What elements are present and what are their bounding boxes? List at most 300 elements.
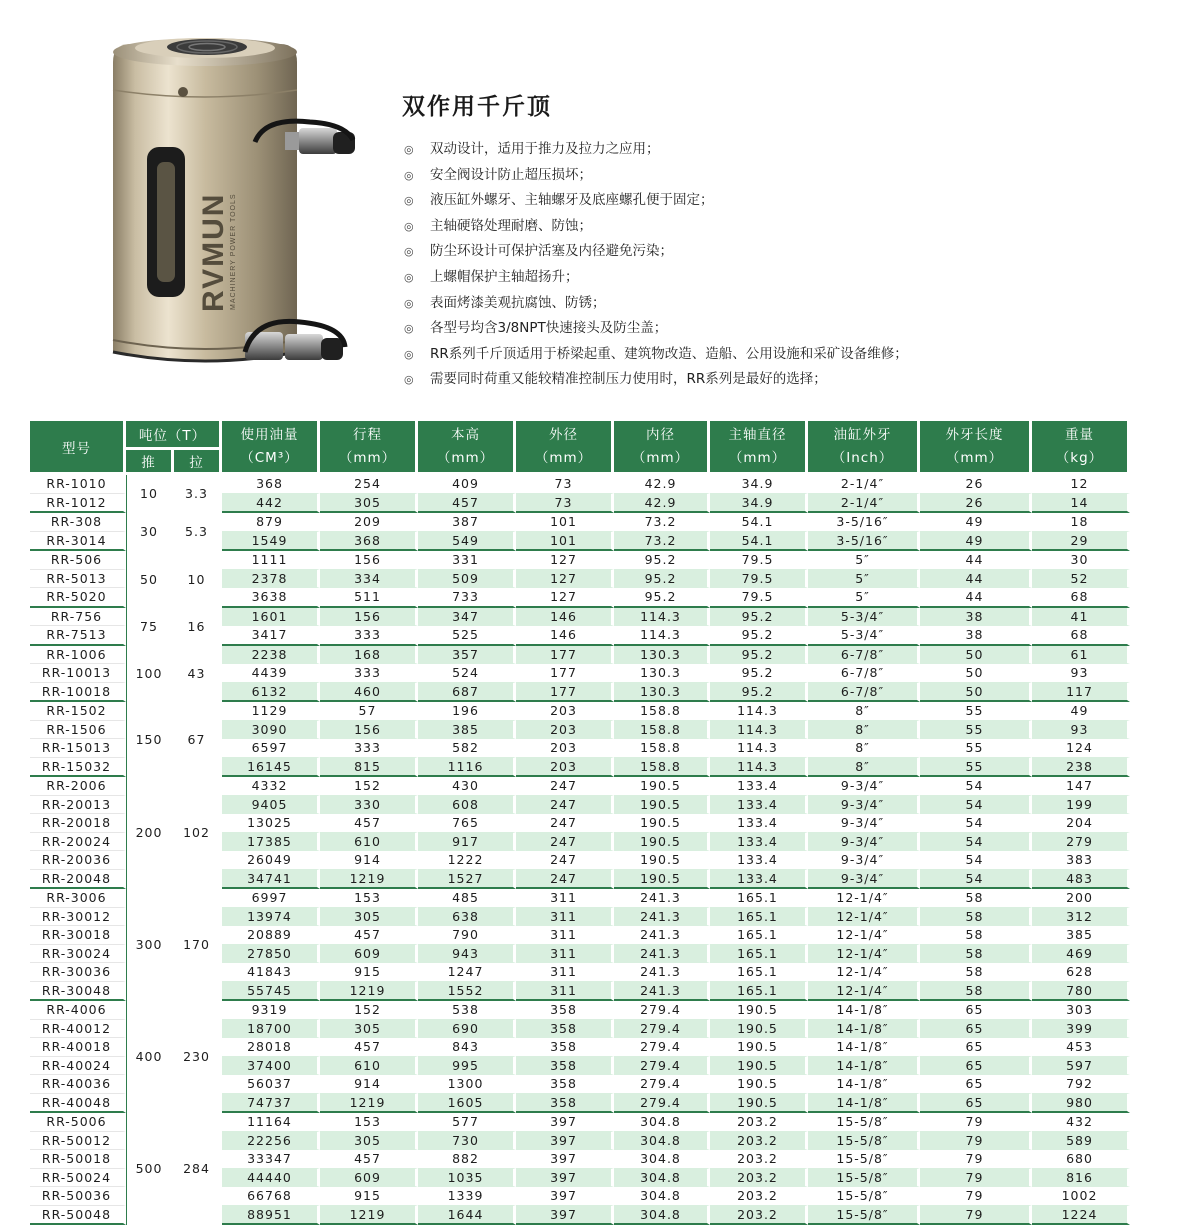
cell-thread: 8″ <box>808 702 920 721</box>
cell-thread: 5-3/4″ <box>808 608 920 627</box>
cell-thread-length: 65 <box>920 1094 1032 1114</box>
cell-weight: 199 <box>1032 796 1130 815</box>
cell-weight: 41 <box>1032 608 1130 627</box>
cell-oil: 44440 <box>222 1169 320 1188</box>
cell-push-tonnage: 400 <box>126 1001 174 1113</box>
table-row <box>30 608 1130 627</box>
cell-height: 331 <box>418 551 516 570</box>
cell-oil: 20889 <box>222 926 320 945</box>
cell-outer-diameter: 247 <box>516 833 614 852</box>
cell-stroke: 511 <box>320 588 418 608</box>
cell-oil: 9405 <box>222 796 320 815</box>
bullet-icon: ◎ <box>404 316 418 342</box>
cell-weight: 279 <box>1032 833 1130 852</box>
cell-thread-length: 26 <box>920 494 1032 514</box>
cell-weight: 200 <box>1032 889 1130 908</box>
cell-stroke: 330 <box>320 796 418 815</box>
cell-height: 387 <box>418 513 516 532</box>
cell-thread-length: 54 <box>920 870 1032 890</box>
cell-stroke: 914 <box>320 1075 418 1094</box>
cell-outer-diameter: 127 <box>516 551 614 570</box>
cell-thread-length: 44 <box>920 551 1032 570</box>
cell-oil: 3090 <box>222 721 320 740</box>
cell-pull-tonnage: 5.3 <box>174 513 222 551</box>
header-tonnage: 吨位（T） <box>126 421 222 450</box>
cell-height: 525 <box>418 626 516 646</box>
cell-height: 538 <box>418 1001 516 1020</box>
cell-oil: 2378 <box>222 570 320 589</box>
bullet-icon: ◎ <box>404 137 418 163</box>
cell-inner-diameter: 158.8 <box>614 702 710 721</box>
cell-thread-length: 55 <box>920 721 1032 740</box>
cell-model: RR-40018 <box>30 1038 126 1057</box>
cell-thread: 5″ <box>808 588 920 608</box>
table-row <box>30 551 1130 570</box>
cell-shaft-diameter: 34.9 <box>710 475 808 494</box>
cell-outer-diameter: 358 <box>516 1020 614 1039</box>
cell-thread-length: 79 <box>920 1132 1032 1151</box>
cell-stroke: 610 <box>320 833 418 852</box>
cell-shaft-diameter: 190.5 <box>710 1038 808 1057</box>
cell-height: 690 <box>418 1020 516 1039</box>
cell-oil: 2238 <box>222 646 320 665</box>
cell-inner-diameter: 304.8 <box>614 1132 710 1151</box>
cell-push-tonnage: 150 <box>126 702 174 777</box>
bullet-icon: ◎ <box>404 367 418 393</box>
cell-height: 485 <box>418 889 516 908</box>
cell-thread-length: 54 <box>920 833 1032 852</box>
cell-stroke: 460 <box>320 683 418 703</box>
cell-weight: 399 <box>1032 1020 1130 1039</box>
cell-thread-length: 58 <box>920 945 1032 964</box>
bullet-icon: ◎ <box>404 342 418 368</box>
cell-height: 1222 <box>418 851 516 870</box>
cell-thread: 3-5/16″ <box>808 513 920 532</box>
cell-shaft-diameter: 54.1 <box>710 513 808 532</box>
cell-weight: 628 <box>1032 963 1130 982</box>
cell-inner-diameter: 241.3 <box>614 945 710 964</box>
cell-stroke: 333 <box>320 664 418 683</box>
feature-text: 表面烤漆美观抗腐蚀、防锈； <box>430 291 606 317</box>
cell-inner-diameter: 241.3 <box>614 926 710 945</box>
cell-inner-diameter: 158.8 <box>614 739 710 758</box>
cell-model: RR-50018 <box>30 1150 126 1169</box>
cell-thread: 15-5/8″ <box>808 1113 920 1132</box>
cell-outer-diameter: 177 <box>516 664 614 683</box>
bullet-icon: ◎ <box>404 163 418 189</box>
cell-inner-diameter: 241.3 <box>614 889 710 908</box>
cell-model: RR-15013 <box>30 739 126 758</box>
cell-oil: 34741 <box>222 870 320 890</box>
cell-model: RR-50024 <box>30 1169 126 1188</box>
cell-thread: 9-3/4″ <box>808 851 920 870</box>
cell-weight: 49 <box>1032 702 1130 721</box>
cell-stroke: 156 <box>320 551 418 570</box>
feature-item <box>404 137 908 163</box>
cell-shaft-diameter: 203.2 <box>710 1169 808 1188</box>
cell-thread: 8″ <box>808 721 920 740</box>
cell-push-tonnage: 500 <box>126 1113 174 1225</box>
cell-shaft-diameter: 190.5 <box>710 1057 808 1076</box>
cell-outer-diameter: 358 <box>516 1038 614 1057</box>
cell-inner-diameter: 73.2 <box>614 532 710 552</box>
cell-inner-diameter: 73.2 <box>614 513 710 532</box>
cell-shaft-diameter: 114.3 <box>710 702 808 721</box>
cell-thread: 5″ <box>808 551 920 570</box>
cell-stroke: 368 <box>320 532 418 552</box>
cell-weight: 238 <box>1032 758 1130 778</box>
cell-outer-diameter: 203 <box>516 702 614 721</box>
cell-push-tonnage: 75 <box>126 608 174 646</box>
spec-table-body <box>30 475 1130 1225</box>
cell-thread-length: 38 <box>920 626 1032 646</box>
cell-thread: 15-5/8″ <box>808 1132 920 1151</box>
cell-inner-diameter: 279.4 <box>614 1075 710 1094</box>
cell-thread: 12-1/4″ <box>808 963 920 982</box>
cell-stroke: 457 <box>320 926 418 945</box>
cell-outer-diameter: 177 <box>516 646 614 665</box>
cell-weight: 12 <box>1032 475 1130 494</box>
cell-weight: 385 <box>1032 926 1130 945</box>
cell-thread: 14-1/8″ <box>808 1094 920 1114</box>
cell-inner-diameter: 190.5 <box>614 851 710 870</box>
cell-oil: 18700 <box>222 1020 320 1039</box>
cell-thread-length: 55 <box>920 739 1032 758</box>
cell-thread-length: 65 <box>920 1057 1032 1076</box>
cell-model: RR-50012 <box>30 1132 126 1151</box>
cell-shaft-diameter: 34.9 <box>710 494 808 514</box>
header-outer-diameter: 外径 （mm） <box>516 421 614 475</box>
cell-outer-diameter: 358 <box>516 1001 614 1020</box>
cell-inner-diameter: 241.3 <box>614 963 710 982</box>
cell-thread: 14-1/8″ <box>808 1075 920 1094</box>
cell-outer-diameter: 101 <box>516 513 614 532</box>
cell-model: RR-10013 <box>30 664 126 683</box>
cell-oil: 6597 <box>222 739 320 758</box>
cell-outer-diameter: 311 <box>516 982 614 1002</box>
cell-inner-diameter: 95.2 <box>614 551 710 570</box>
cell-inner-diameter: 279.4 <box>614 1057 710 1076</box>
cell-height: 1644 <box>418 1206 516 1225</box>
cell-thread: 12-1/4″ <box>808 926 920 945</box>
cell-height: 549 <box>418 532 516 552</box>
cell-stroke: 254 <box>320 475 418 494</box>
cell-oil: 16145 <box>222 758 320 778</box>
cell-height: 943 <box>418 945 516 964</box>
cell-weight: 1002 <box>1032 1187 1130 1206</box>
cell-shaft-diameter: 114.3 <box>710 739 808 758</box>
cell-stroke: 815 <box>320 758 418 778</box>
cell-height: 524 <box>418 664 516 683</box>
cell-stroke: 609 <box>320 945 418 964</box>
cell-pull-tonnage: 67 <box>174 702 222 777</box>
cell-weight: 1224 <box>1032 1206 1130 1225</box>
cell-model: RR-506 <box>30 551 126 570</box>
feature-item <box>404 316 908 342</box>
cell-height: 1247 <box>418 963 516 982</box>
cell-stroke: 209 <box>320 513 418 532</box>
cell-stroke: 156 <box>320 721 418 740</box>
cell-shaft-diameter: 190.5 <box>710 1020 808 1039</box>
cell-thread: 15-5/8″ <box>808 1169 920 1188</box>
cell-thread-length: 58 <box>920 889 1032 908</box>
cell-model: RR-30012 <box>30 908 126 927</box>
cell-outer-diameter: 127 <box>516 570 614 589</box>
cell-height: 577 <box>418 1113 516 1132</box>
cell-model: RR-5006 <box>30 1113 126 1132</box>
cell-inner-diameter: 304.8 <box>614 1113 710 1132</box>
cell-thread-length: 44 <box>920 570 1032 589</box>
cell-weight: 93 <box>1032 721 1130 740</box>
cell-thread-length: 26 <box>920 475 1032 494</box>
cell-thread: 12-1/4″ <box>808 889 920 908</box>
cell-outer-diameter: 397 <box>516 1113 614 1132</box>
cell-thread: 14-1/8″ <box>808 1001 920 1020</box>
cell-height: 1527 <box>418 870 516 890</box>
cell-inner-diameter: 241.3 <box>614 908 710 927</box>
cell-thread-length: 50 <box>920 646 1032 665</box>
cell-model: RR-7513 <box>30 626 126 646</box>
cell-inner-diameter: 241.3 <box>614 982 710 1002</box>
cell-inner-diameter: 279.4 <box>614 1001 710 1020</box>
cell-thread-length: 44 <box>920 588 1032 608</box>
cell-model: RR-2006 <box>30 777 126 796</box>
cell-shaft-diameter: 95.2 <box>710 646 808 665</box>
cell-height: 1552 <box>418 982 516 1002</box>
cell-stroke: 153 <box>320 889 418 908</box>
cell-weight: 52 <box>1032 570 1130 589</box>
feature-text: 主轴硬铬处理耐磨、防蚀； <box>430 214 592 240</box>
cell-stroke: 333 <box>320 739 418 758</box>
cell-height: 347 <box>418 608 516 627</box>
cell-weight: 453 <box>1032 1038 1130 1057</box>
cell-oil: 88951 <box>222 1206 320 1225</box>
cell-shaft-diameter: 165.1 <box>710 926 808 945</box>
cell-stroke: 609 <box>320 1169 418 1188</box>
cell-thread-length: 54 <box>920 851 1032 870</box>
cell-outer-diameter: 146 <box>516 608 614 627</box>
cell-shaft-diameter: 114.3 <box>710 758 808 778</box>
cell-pull-tonnage: 16 <box>174 608 222 646</box>
cell-model: RR-30048 <box>30 982 126 1002</box>
feature-text: 各型号均含3/8NPT快速接头及防尘盖； <box>430 316 667 342</box>
cell-oil: 13974 <box>222 908 320 927</box>
cell-model: RR-1006 <box>30 646 126 665</box>
cell-outer-diameter: 247 <box>516 796 614 815</box>
cell-thread: 12-1/4″ <box>808 982 920 1002</box>
cell-shaft-diameter: 190.5 <box>710 1075 808 1094</box>
cell-weight: 30 <box>1032 551 1130 570</box>
cell-weight: 124 <box>1032 739 1130 758</box>
cell-model: RR-30018 <box>30 926 126 945</box>
cell-weight: 93 <box>1032 664 1130 683</box>
cell-oil: 28018 <box>222 1038 320 1057</box>
cell-model: RR-50036 <box>30 1187 126 1206</box>
cell-weight: 780 <box>1032 982 1130 1002</box>
cell-stroke: 305 <box>320 908 418 927</box>
cell-thread: 6-7/8″ <box>808 683 920 703</box>
cell-inner-diameter: 190.5 <box>614 814 710 833</box>
cell-stroke: 305 <box>320 494 418 514</box>
cell-thread: 12-1/4″ <box>808 945 920 964</box>
cell-outer-diameter: 247 <box>516 777 614 796</box>
cell-height: 509 <box>418 570 516 589</box>
cell-outer-diameter: 311 <box>516 889 614 908</box>
header-oil: 使用油量 （CM³） <box>222 421 320 475</box>
cell-shaft-diameter: 203.2 <box>710 1206 808 1225</box>
cell-thread-length: 50 <box>920 683 1032 703</box>
cell-model: RR-3006 <box>30 889 126 908</box>
bullet-icon: ◎ <box>404 214 418 240</box>
cell-oil: 3638 <box>222 588 320 608</box>
table-row <box>30 513 1130 532</box>
header-inner-diameter: 内径 （mm） <box>614 421 710 475</box>
header-thread: 油缸外牙 （Inch） <box>808 421 920 475</box>
cell-model: RR-20036 <box>30 851 126 870</box>
header-shaft-diameter: 主轴直径 （mm） <box>710 421 808 475</box>
cell-inner-diameter: 304.8 <box>614 1187 710 1206</box>
cell-shaft-diameter: 133.4 <box>710 814 808 833</box>
cell-outer-diameter: 73 <box>516 494 614 514</box>
cell-thread-length: 38 <box>920 608 1032 627</box>
header-height: 本高 （mm） <box>418 421 516 475</box>
cell-thread: 6-7/8″ <box>808 664 920 683</box>
cell-thread: 5″ <box>808 570 920 589</box>
cell-thread-length: 65 <box>920 1001 1032 1020</box>
cell-shaft-diameter: 133.4 <box>710 833 808 852</box>
feature-item <box>404 342 908 368</box>
cell-oil: 17385 <box>222 833 320 852</box>
cell-outer-diameter: 311 <box>516 926 614 945</box>
cell-outer-diameter: 358 <box>516 1094 614 1114</box>
cell-model: RR-50048 <box>30 1206 126 1225</box>
cell-shaft-diameter: 165.1 <box>710 963 808 982</box>
cell-weight: 816 <box>1032 1169 1130 1188</box>
feature-item <box>404 265 908 291</box>
cell-height: 1605 <box>418 1094 516 1114</box>
cell-model: RR-756 <box>30 608 126 627</box>
cell-weight: 792 <box>1032 1075 1130 1094</box>
cell-thread-length: 79 <box>920 1187 1032 1206</box>
cell-model: RR-4006 <box>30 1001 126 1020</box>
cell-pull-tonnage: 43 <box>174 646 222 703</box>
feature-text: 防尘环设计可保护活塞及内径避免污染； <box>430 239 673 265</box>
header-pull: 拉 <box>174 450 222 475</box>
cell-model: RR-308 <box>30 513 126 532</box>
cell-oil: 56037 <box>222 1075 320 1094</box>
cell-weight: 469 <box>1032 945 1130 964</box>
cell-weight: 312 <box>1032 908 1130 927</box>
cell-height: 582 <box>418 739 516 758</box>
cell-thread: 9-3/4″ <box>808 870 920 890</box>
cell-pull-tonnage: 284 <box>174 1113 222 1225</box>
cell-oil: 41843 <box>222 963 320 982</box>
cell-outer-diameter: 203 <box>516 721 614 740</box>
cell-model: RR-40012 <box>30 1020 126 1039</box>
cell-height: 730 <box>418 1132 516 1151</box>
cell-inner-diameter: 158.8 <box>614 758 710 778</box>
cell-push-tonnage: 200 <box>126 777 174 889</box>
feature-text: 安全阀设计防止超压损坏； <box>430 163 592 189</box>
cell-inner-diameter: 114.3 <box>614 608 710 627</box>
cell-shaft-diameter: 203.2 <box>710 1113 808 1132</box>
product-image <box>95 22 370 387</box>
cell-shaft-diameter: 190.5 <box>710 1094 808 1114</box>
cell-thread-length: 55 <box>920 758 1032 778</box>
cell-height: 733 <box>418 588 516 608</box>
cell-shaft-diameter: 133.4 <box>710 851 808 870</box>
cell-inner-diameter: 114.3 <box>614 626 710 646</box>
cell-oil: 22256 <box>222 1132 320 1151</box>
cell-shaft-diameter: 95.2 <box>710 626 808 646</box>
cell-inner-diameter: 304.8 <box>614 1150 710 1169</box>
cell-inner-diameter: 95.2 <box>614 570 710 589</box>
cell-thread-length: 79 <box>920 1113 1032 1132</box>
cell-weight: 303 <box>1032 1001 1130 1020</box>
cell-push-tonnage: 100 <box>126 646 174 703</box>
cell-shaft-diameter: 203.2 <box>710 1187 808 1206</box>
cell-oil: 442 <box>222 494 320 514</box>
cell-outer-diameter: 177 <box>516 683 614 703</box>
cell-thread: 15-5/8″ <box>808 1150 920 1169</box>
cell-stroke: 333 <box>320 626 418 646</box>
cell-oil: 3417 <box>222 626 320 646</box>
feature-list <box>404 137 908 393</box>
bullet-icon: ◎ <box>404 291 418 317</box>
cell-outer-diameter: 397 <box>516 1132 614 1151</box>
cell-inner-diameter: 304.8 <box>614 1169 710 1188</box>
cell-outer-diameter: 397 <box>516 1169 614 1188</box>
bullet-icon: ◎ <box>404 265 418 291</box>
feature-text: 液压缸外螺牙、主轴螺牙及底座螺孔便于固定； <box>430 188 714 214</box>
cell-push-tonnage: 50 <box>126 551 174 608</box>
feature-item <box>404 291 908 317</box>
cell-thread-length: 65 <box>920 1038 1032 1057</box>
cell-inner-diameter: 279.4 <box>614 1020 710 1039</box>
cell-weight: 432 <box>1032 1113 1130 1132</box>
cell-stroke: 152 <box>320 777 418 796</box>
cell-inner-diameter: 42.9 <box>614 494 710 514</box>
cell-thread: 8″ <box>808 758 920 778</box>
cell-outer-diameter: 358 <box>516 1075 614 1094</box>
cell-model: RR-30036 <box>30 963 126 982</box>
header-weight: 重量 （kg） <box>1032 421 1130 475</box>
cell-weight: 14 <box>1032 494 1130 514</box>
cell-oil: 55745 <box>222 982 320 1002</box>
cell-thread-length: 58 <box>920 908 1032 927</box>
cell-weight: 597 <box>1032 1057 1130 1076</box>
cell-shaft-diameter: 95.2 <box>710 608 808 627</box>
cell-shaft-diameter: 95.2 <box>710 664 808 683</box>
cell-thread-length: 79 <box>920 1150 1032 1169</box>
cell-model: RR-40048 <box>30 1094 126 1114</box>
cell-outer-diameter: 311 <box>516 908 614 927</box>
cell-oil: 4439 <box>222 664 320 683</box>
cell-shaft-diameter: 79.5 <box>710 570 808 589</box>
cell-thread: 3-5/16″ <box>808 532 920 552</box>
cell-push-tonnage: 10 <box>126 475 174 513</box>
cell-oil: 37400 <box>222 1057 320 1076</box>
table-row <box>30 889 1130 908</box>
cell-inner-diameter: 190.5 <box>614 796 710 815</box>
cell-push-tonnage: 30 <box>126 513 174 551</box>
cell-inner-diameter: 304.8 <box>614 1206 710 1225</box>
cell-oil: 6997 <box>222 889 320 908</box>
cell-thread-length: 65 <box>920 1020 1032 1039</box>
cell-weight: 980 <box>1032 1094 1130 1114</box>
cell-pull-tonnage: 102 <box>174 777 222 889</box>
cell-height: 638 <box>418 908 516 927</box>
